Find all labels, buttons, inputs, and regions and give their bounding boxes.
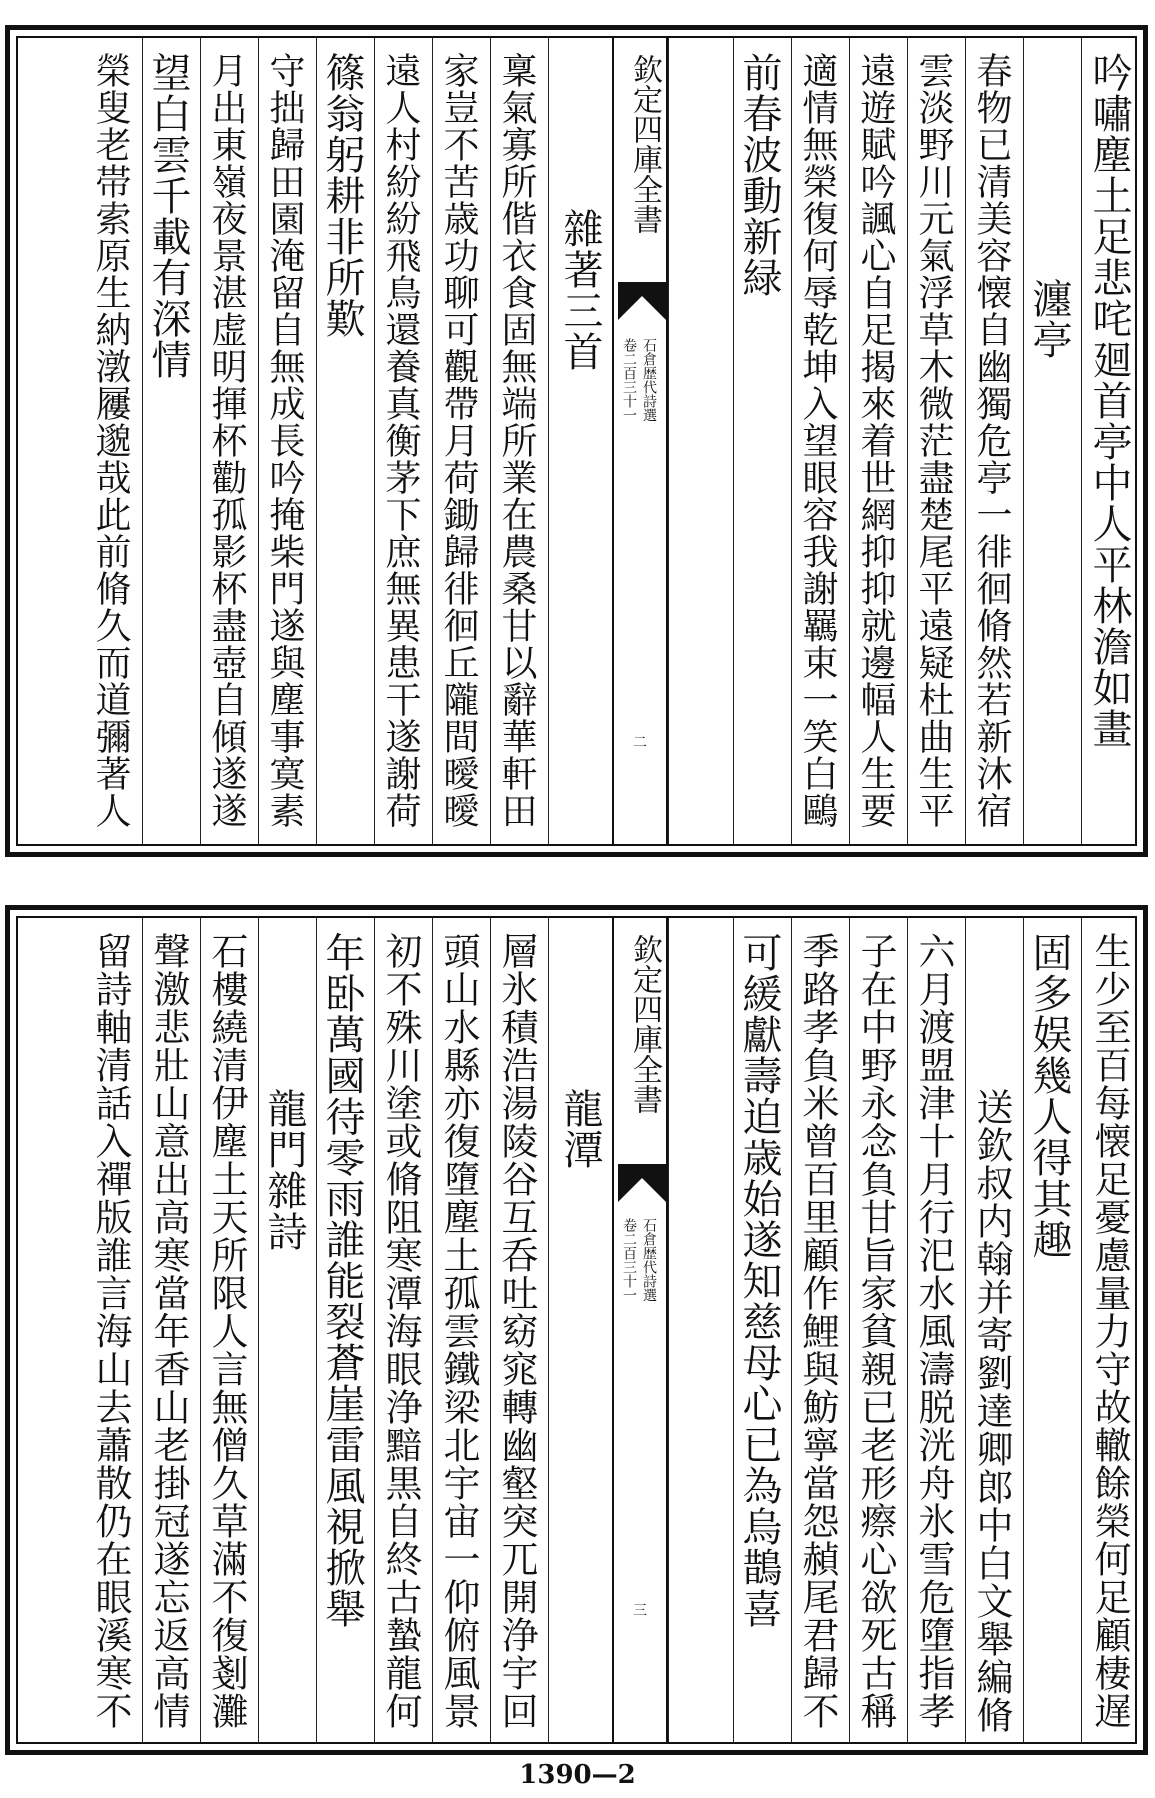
column-text: 六月渡盟津十月行汜水風濤脱洸舟氷雪危墮指孝	[912, 932, 955, 1730]
collection-title: 石倉歴代詩選	[641, 1218, 657, 1302]
column-text: 龍門雜詩	[261, 1088, 307, 1252]
poem-title	[965, 918, 1023, 1742]
column-text: 望白雲千載有深情	[145, 52, 191, 380]
empty-column	[668, 918, 733, 1742]
volume-number: 卷二百三十一	[621, 1218, 637, 1302]
column-text: 頭山水縣亦復墮塵土孤雲鐵梁北宇宙一仰俯風景	[437, 932, 480, 1730]
column-text: 初不殊川塗或脩阻寒潭海眼浄黯黒自終古蟄龍何	[379, 932, 422, 1730]
section-heading	[1023, 38, 1081, 844]
text-column	[374, 918, 432, 1742]
column-text: 稟氣寡所偕衣食固無端所業在農桑甘以辭華軒田	[496, 52, 537, 829]
leaf-number: 三	[633, 1603, 647, 1619]
column-text: 遠遊賦吟諷心自足揭來着世網抑抑就邊幅人生要	[855, 52, 896, 829]
text-column	[432, 38, 490, 844]
section-heading	[548, 38, 612, 844]
text-column	[84, 918, 142, 1742]
column-text: 可緩獻壽迫歳始遂知慈母心已為烏鵲喜	[736, 932, 782, 1629]
text-column	[200, 38, 258, 844]
column-text: 季路孝負米曾百里顧作鯉與魴寧當怨赬尾君歸不	[796, 932, 839, 1730]
text-column	[1081, 918, 1141, 1742]
text-column	[374, 38, 432, 844]
volume-number: 卷二百三十一	[621, 338, 637, 422]
column-text: 石樓繞清伊塵土天所限人言無僧久草滿不復剗灘	[205, 932, 248, 1730]
text-column	[316, 918, 374, 1742]
book-title: 欽定四庫全書	[627, 54, 662, 234]
collection-title: 石倉歴代詩選	[641, 338, 657, 422]
column-text: 春物已清美容懐自幽獨危亭一徘徊脩然若新沐宿	[971, 52, 1012, 829]
column-text: 守拙歸田園淹留自無成長吟掩柴門遂與塵事寞素	[264, 52, 305, 829]
column-text: 適情無榮復何辱乾坤入望眼容我謝羈束一笑白鷗	[797, 52, 838, 829]
text-column	[142, 38, 200, 844]
column-text: 遠人村紛紛飛鳥還養真衡茅下庶無異患干遂謝荷	[380, 52, 421, 829]
column-text: 送欽叔内翰并寄劉達卿郎中白文舉編脩	[970, 1088, 1013, 1734]
column-text: 年卧萬國待零雨誰能裂蒼崖雷風視掀舉	[319, 932, 365, 1629]
text-column	[1081, 38, 1141, 844]
column-text: 生少至百每懐足憂慮量力守故轍餘榮何足顧棲遅	[1088, 932, 1131, 1730]
column-text: 吟嘯塵土足悲咤廻首亭中人平林澹如畫	[1086, 52, 1132, 749]
text-column	[84, 38, 142, 844]
column-text: 月出東嶺夜景湛虚明揮杯勸孤影杯盡壺自傾遂遂	[206, 52, 247, 829]
empty-column	[668, 38, 733, 844]
poem-title	[548, 918, 612, 1742]
text-column	[733, 38, 791, 844]
column-text: 榮叟老帯索原生納潡屨邈哉此前脩久而道彌著人	[90, 52, 131, 829]
upper-page	[5, 25, 1148, 857]
column-text: 篠翁躬耕非所歎	[319, 52, 365, 339]
fish-tail-mark-icon	[618, 282, 666, 320]
column-text: 固多娱幾人得其趣	[1026, 932, 1072, 1260]
lower-page-frame	[16, 916, 1137, 1744]
column-text: 層氷積浩湯陵谷互呑吐窈窕轉幽壑突兀開浄宇回	[495, 932, 538, 1730]
column-text: 前春波動新緑	[736, 52, 782, 298]
leaf-number: 二	[633, 735, 647, 751]
column-text: 家豈不苦歳功聊可觀帶月荷鋤歸徘徊丘隴間曖曖	[438, 52, 479, 829]
text-column	[849, 38, 907, 844]
text-column	[733, 918, 791, 1742]
column-text: 雲淡野川元氣浮草木微茫盡楚尾平遠疑杜曲生平	[913, 52, 954, 829]
text-column	[907, 38, 965, 844]
column-text: 雜著三首	[557, 208, 603, 372]
text-column	[791, 918, 849, 1742]
column-text: 留詩軸清話入禪版誰言海山去蕭散仍在眼溪寒不	[89, 932, 132, 1730]
page-code: 1390—2	[519, 1760, 636, 1790]
column-text: 龍潭	[557, 1088, 603, 1170]
text-column	[432, 918, 490, 1742]
column-text: 聲激悲壯山意出高寒當年香山老掛冠遂忘返高情	[147, 932, 190, 1730]
text-column	[490, 38, 548, 844]
center-fold	[612, 918, 668, 1742]
text-column	[791, 38, 849, 844]
book-title: 欽定四庫全書	[627, 934, 662, 1114]
column-text: 子在中野永念負甘旨家貧親已老形瘵心欲死古稱	[854, 932, 897, 1730]
text-column	[316, 38, 374, 844]
text-column	[965, 38, 1023, 844]
text-column	[907, 918, 965, 1742]
column-text: 瀍亭	[1026, 278, 1072, 360]
upper-page-frame	[16, 36, 1137, 846]
text-column	[490, 918, 548, 1742]
text-column	[258, 38, 316, 844]
fish-tail-mark-icon	[618, 1164, 666, 1202]
text-column	[1023, 918, 1081, 1742]
text-column	[849, 918, 907, 1742]
text-column	[200, 918, 258, 1742]
lower-page	[5, 905, 1148, 1755]
text-column	[142, 918, 200, 1742]
poem-title	[258, 918, 316, 1742]
center-fold	[612, 38, 668, 844]
